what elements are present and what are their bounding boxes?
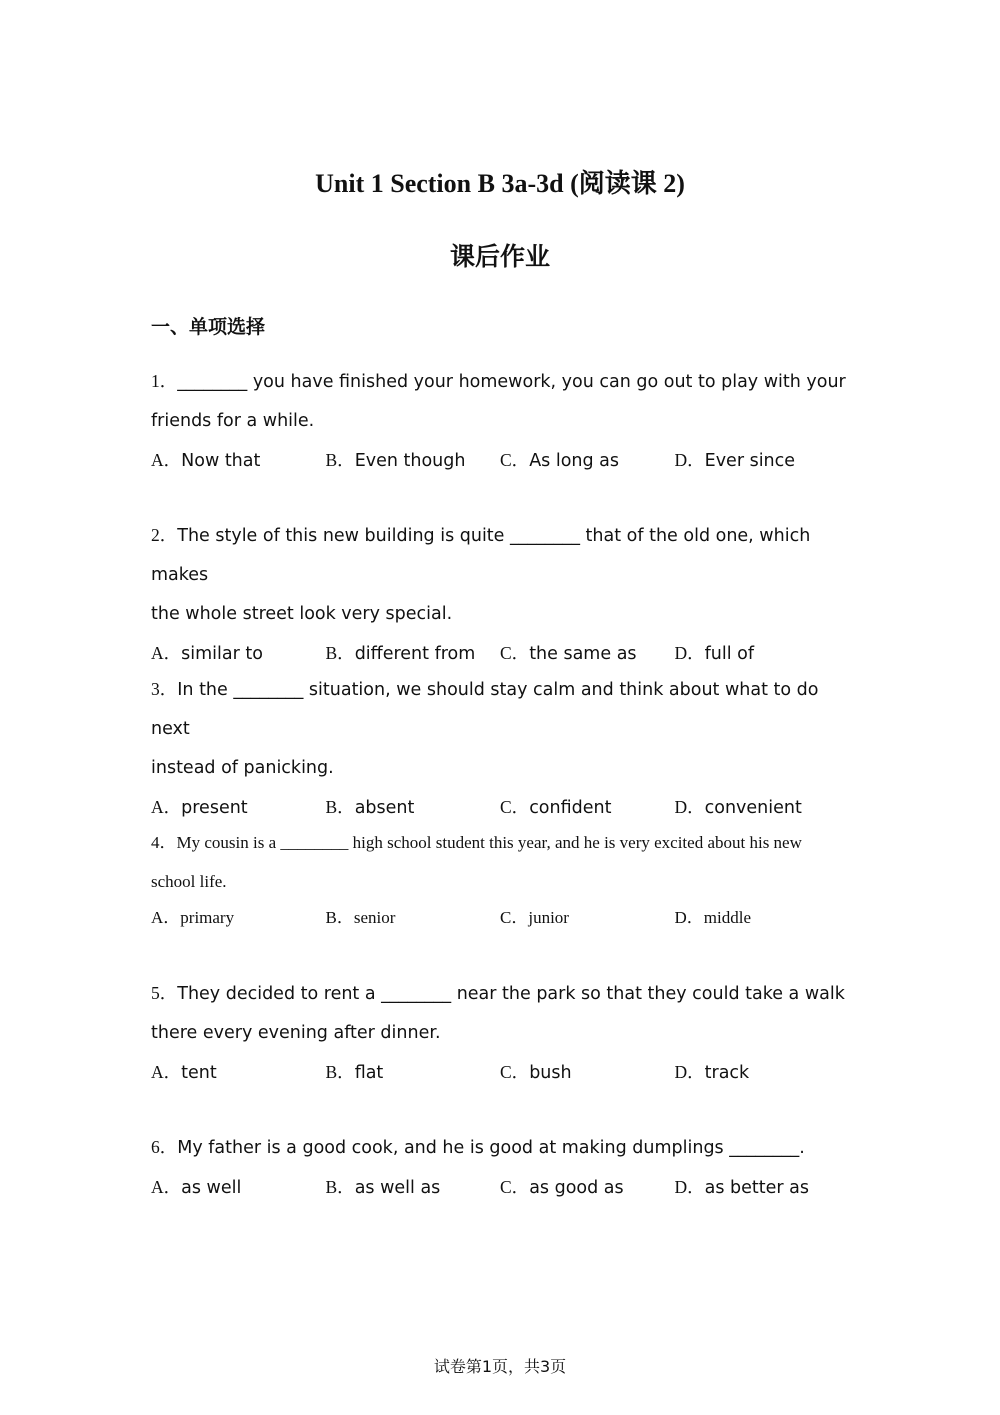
option-text: present: [181, 798, 248, 818]
option-letter: B．: [325, 1177, 355, 1197]
question-6-number: 6．: [151, 1137, 178, 1157]
question-2-option-a[interactable]: [151, 634, 326, 674]
question-3-option-a[interactable]: [151, 788, 326, 828]
question-3-line-1: [151, 670, 851, 749]
question-1-option-c[interactable]: [500, 441, 675, 481]
option-text: the same as: [529, 644, 637, 664]
option-text: flat: [354, 1063, 384, 1083]
page-title: Unit 1 Section B 3a-3d (阅读课 2): [315, 169, 685, 198]
option-letter: D．: [674, 797, 705, 817]
question-3: [151, 670, 851, 828]
option-text: Now that: [181, 451, 261, 471]
question-4-option-d[interactable]: [675, 901, 850, 935]
question-1-option-d[interactable]: [675, 441, 850, 481]
option-letter: B．: [325, 797, 355, 817]
question-4-options: [151, 901, 851, 935]
option-letter: C．: [500, 797, 530, 817]
option-text: Even though: [354, 451, 466, 471]
question-3-stem: In the ________ situation, we should stay calm and think about what to do next: [151, 680, 819, 739]
option-letter: B．: [325, 1062, 355, 1082]
option-text: similar to: [181, 644, 263, 664]
option-letter: D．: [674, 450, 705, 470]
page-footer: 试卷第1页，共3页: [433, 1357, 567, 1376]
question-5-option-d[interactable]: [675, 1053, 850, 1093]
option-letter: A．: [151, 450, 182, 470]
question-6-line-1: [151, 1128, 851, 1168]
option-text: full of: [704, 644, 755, 664]
option-letter: A．: [151, 797, 182, 817]
question-2-line-2: the whole street look very special.: [151, 604, 453, 624]
section-heading: 一、单项选择: [151, 316, 266, 338]
question-1-line-2: friends for a while.: [151, 411, 315, 431]
question-1-number: 1．: [151, 371, 178, 391]
option-letter: C．: [500, 1177, 530, 1197]
question-6-options: [151, 1168, 851, 1208]
option-text: different from: [354, 644, 476, 664]
question-1: [151, 362, 851, 481]
question-2: [151, 516, 851, 674]
option-text: as better as: [704, 1178, 810, 1198]
question-4-option-b[interactable]: [326, 901, 501, 935]
option-text: tent: [181, 1063, 217, 1083]
question-2-options: [151, 634, 851, 674]
question-1-stem: ________ you have finished your homework, you can go out to play with your: [177, 372, 846, 392]
question-4-line-1: [151, 823, 851, 862]
option-letter: C．: [500, 1062, 530, 1082]
option-letter: A．: [151, 643, 182, 663]
question-3-option-b[interactable]: [326, 788, 501, 828]
option-letter: B．: [325, 643, 355, 663]
question-2-option-d[interactable]: [675, 634, 850, 674]
option-text: bush: [529, 1063, 572, 1083]
question-5-option-c[interactable]: [500, 1053, 675, 1093]
question-5-number: 5．: [151, 983, 178, 1003]
option-text: As long as: [529, 451, 620, 471]
question-4-option-c[interactable]: [500, 901, 675, 935]
option-letter: A．: [151, 1062, 182, 1082]
question-6-option-d[interactable]: [675, 1168, 850, 1208]
question-5-stem: They decided to rent a ________ near the park so that they could take a walk: [177, 984, 845, 1004]
option-text: senior: [353, 908, 396, 927]
option-text: Ever since: [704, 451, 796, 471]
question-3-option-d[interactable]: [675, 788, 850, 828]
option-text: as well: [181, 1178, 242, 1198]
question-1-line-1: [151, 362, 851, 402]
option-text: track: [704, 1063, 750, 1083]
question-2-stem: The style of this new building is quite ________ that of the old one, which makes: [151, 526, 811, 585]
question-2-option-b[interactable]: [326, 634, 501, 674]
question-5-options: [151, 1053, 851, 1093]
question-4: [151, 823, 851, 935]
option-letter: D．: [674, 908, 704, 927]
option-letter: C．: [500, 643, 530, 663]
option-text: confident: [529, 798, 612, 818]
question-5-option-a[interactable]: [151, 1053, 326, 1093]
question-6-option-b[interactable]: [326, 1168, 501, 1208]
option-letter: C．: [500, 908, 529, 927]
option-letter: B．: [325, 450, 355, 470]
question-5-line-1: [151, 974, 851, 1014]
question-3-option-c[interactable]: [500, 788, 675, 828]
option-letter: D．: [674, 643, 705, 663]
option-text: junior: [528, 908, 569, 927]
option-text: as well as: [354, 1178, 441, 1198]
question-2-line-1: [151, 516, 851, 595]
option-letter: A．: [151, 1177, 182, 1197]
question-5-line-2: there every evening after dinner.: [151, 1023, 441, 1043]
question-1-option-a[interactable]: [151, 441, 326, 481]
option-text: primary: [180, 908, 235, 927]
question-1-option-b[interactable]: [326, 441, 501, 481]
option-letter: B．: [325, 908, 354, 927]
option-letter: A．: [151, 908, 181, 927]
option-letter: C．: [500, 450, 530, 470]
question-6-stem: My father is a good cook, and he is good at making dumplings ________.: [177, 1138, 805, 1158]
question-3-line-2: instead of panicking.: [151, 758, 334, 778]
option-letter: D．: [674, 1177, 705, 1197]
option-letter: D．: [674, 1062, 705, 1082]
question-1-options: [151, 441, 851, 481]
question-2-option-c[interactable]: [500, 634, 675, 674]
question-6-option-c[interactable]: [500, 1168, 675, 1208]
question-4-number: 4．: [151, 833, 177, 852]
question-6-option-a[interactable]: [151, 1168, 326, 1208]
question-3-options: [151, 788, 851, 828]
option-text: convenient: [704, 798, 802, 818]
question-5: [151, 974, 851, 1093]
question-4-line-2: school life.: [151, 872, 227, 891]
question-4-option-a[interactable]: [151, 901, 326, 935]
question-3-number: 3．: [151, 679, 178, 699]
question-2-number: 2．: [151, 525, 178, 545]
page-subtitle: 课后作业: [449, 242, 550, 271]
option-text: middle: [703, 908, 751, 927]
option-text: absent: [354, 798, 415, 818]
question-5-option-b[interactable]: [326, 1053, 501, 1093]
option-text: as good as: [529, 1178, 624, 1198]
question-4-stem: My cousin is a ________ high school student this year, and he is very excited about his new: [176, 833, 802, 852]
question-6: [151, 1128, 851, 1208]
